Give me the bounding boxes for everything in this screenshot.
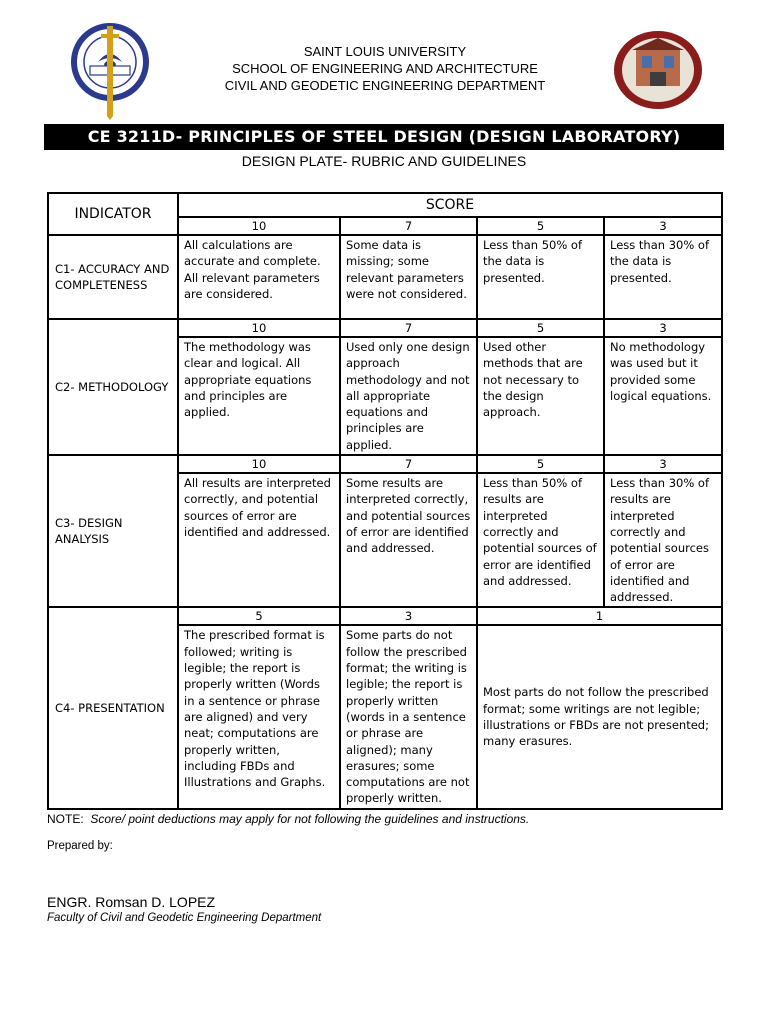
department-name: CIVIL AND GEODETIC ENGINEERING DEPARTMENT (224, 78, 546, 93)
signer-role: Faculty of Civil and Geodetic Engineering Department (47, 912, 322, 924)
score-value: 3 (340, 607, 477, 625)
indicator-label: C2- METHODOLOGY (48, 319, 178, 455)
criteria-description: Some results are interpreted correctly, and potential sources of error are identified and addressed. (340, 473, 477, 607)
criteria-description: Less than 50% of the data is presented. (477, 235, 604, 319)
prepared-by-label: Prepared by: (47, 840, 113, 852)
score-value: 5 (477, 455, 604, 473)
signer-name: ENGR. Romsan D. LOPEZ (47, 894, 216, 910)
criteria-description: Some parts do not follow the prescribed format; the writing is legible; the report is properly written (words in a sentence or phrase are aligned); many erasures; some computations are not properly written. (340, 625, 477, 808)
score-value: 3 (604, 319, 722, 337)
criteria-description: All results are interpreted correctly, and potential sources of error are identified and addressed. (178, 473, 340, 607)
table-header-row (48, 193, 722, 217)
document-subtitle: DESIGN PLATE- RUBRIC AND GUIDELINES (241, 153, 527, 169)
course-title-bar: CE 3211D- PRINCIPLES OF STEEL DESIGN (DESIGN LABORATORY) (44, 124, 724, 150)
indicator-label: C4- PRESENTATION (48, 607, 178, 808)
criteria-description: The methodology was clear and logical. All appropriate equations and principles are applied. (178, 337, 340, 455)
note-label: NOTE: (47, 812, 84, 826)
table-row (48, 319, 722, 337)
criteria-description: Used other methods that are not necessary to the design approach. (477, 337, 604, 455)
criteria-description: Some data is missing; some relevant parameters were not considered. (340, 235, 477, 319)
score-value: 5 (477, 217, 604, 235)
score-column-header: SCORE (178, 193, 722, 217)
note (47, 811, 529, 827)
score-value: 3 (604, 217, 722, 235)
university-name: SAINT LOUIS UNIVERSITY (303, 44, 467, 59)
score-value: 7 (340, 217, 477, 235)
criteria-description: Less than 30% of results are interpreted correctly and potential sources of error are identified and addressed. (604, 473, 722, 607)
score-value: 5 (477, 319, 604, 337)
table-row (48, 235, 722, 319)
university-logo-icon (60, 20, 160, 120)
table-row (48, 607, 722, 625)
criteria-description: Used only one design approach methodology and not all appropriate equations and principles are applied. (340, 337, 477, 455)
indicator-label: C3- DESIGN ANALYSIS (48, 455, 178, 607)
score-value: 10 (178, 319, 340, 337)
department-seal-icon (612, 30, 704, 110)
score-value: 5 (178, 607, 340, 625)
criteria-description: Less than 30% of the data is presented. (604, 235, 722, 319)
rubric-table (47, 192, 723, 810)
score-value: 7 (340, 455, 477, 473)
score-value: 7 (340, 319, 477, 337)
criteria-description: The prescribed format is followed; writing is legible; the report is properly written (Words in a sentence or phrase are aligned) and very neat; computations are properly written, including FBDs and Illustrations and Graphs. (178, 625, 340, 808)
table-row (48, 455, 722, 473)
score-value: 10 (178, 455, 340, 473)
school-name: SCHOOL OF ENGINEERING AND ARCHITECTURE (232, 61, 538, 76)
criteria-description: Most parts do not follow the prescribed format; some writings are not legible; illustrations or FBDs are not presented; many erasures. (477, 625, 722, 808)
institution-header (200, 43, 570, 94)
criteria-description: All calculations are accurate and complete. All relevant parameters are considered. (178, 235, 340, 319)
score-value: 3 (604, 455, 722, 473)
note-text: Score/ point deductions may apply for not following the guidelines and instructions. (90, 812, 530, 826)
criteria-description: Less than 50% of results are interpreted correctly and potential sources of error are identified and addressed. (477, 473, 604, 607)
criteria-description: No methodology was used but it provided some logical equations. (604, 337, 722, 455)
indicator-label: C1- ACCURACY AND COMPLETENESS (48, 235, 178, 319)
score-value: 10 (178, 217, 340, 235)
indicator-column-header: INDICATOR (48, 193, 178, 235)
score-value: 1 (477, 607, 722, 625)
